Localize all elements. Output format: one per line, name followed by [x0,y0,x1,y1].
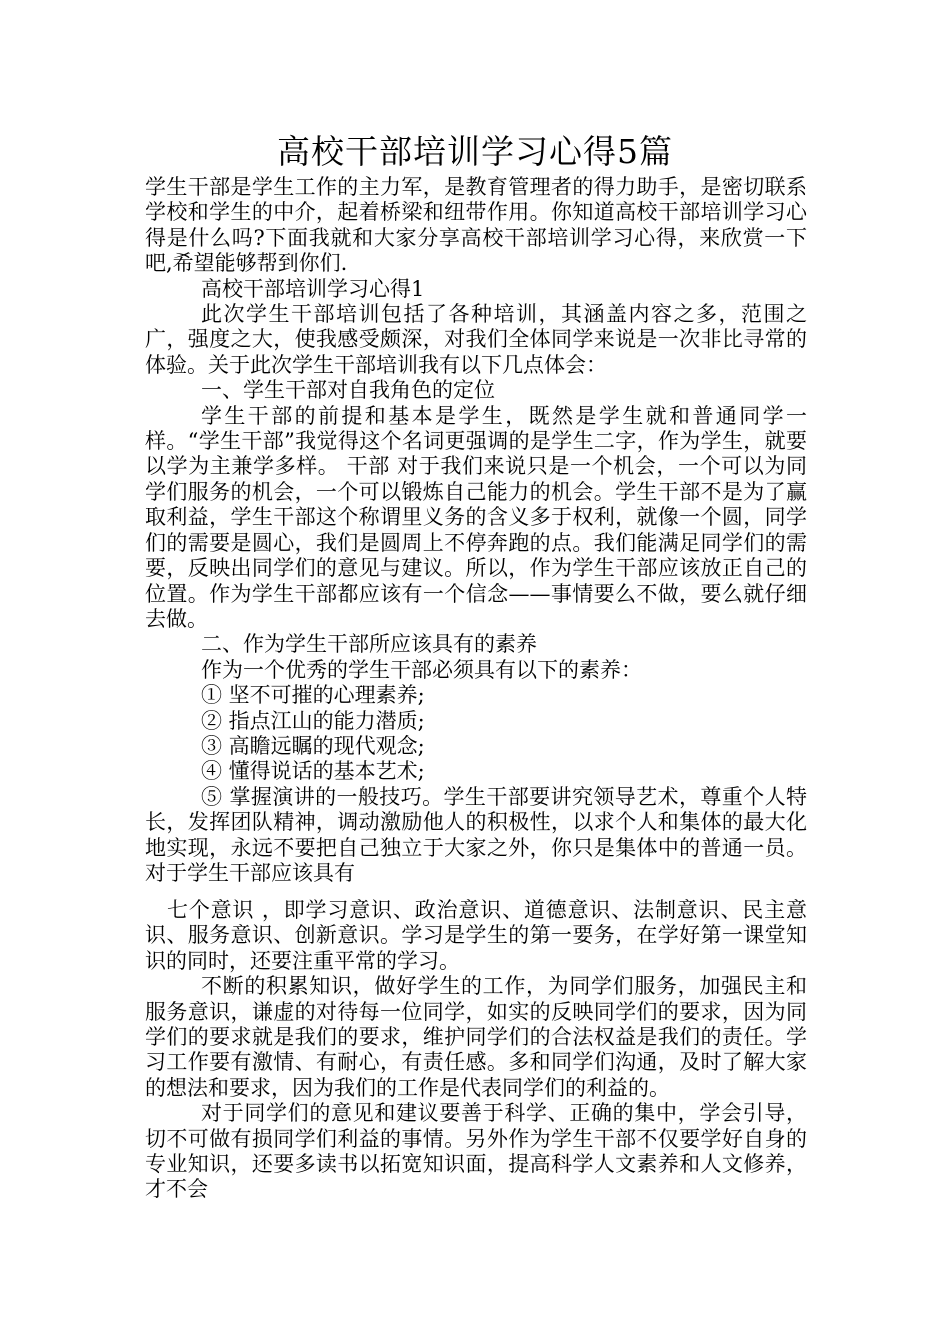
body-paragraph: 不断的积累知识，做好学生的工作，为同学们服务，加强民主和服务意识，谦虚的对待每一位同学，如实的反映同学们的要求，因为同学们的要求就是我们的要求，维护同学们的合法权益是我们的责任。学习工作要有激情、有耐心，有责任感。多和同学们沟通，及时了解大家的想法和要求，因为我们的工作是代表同学们的利益的。 [145,974,807,1100]
list-item: ③ 高瞻远瞩的现代观念; [201,733,425,758]
body-paragraph: 七个意识 ，即学习意识、政治意识、道德意识、法制意识、民主意识、服务意识、创新意识。学习是学生的第一要务，在学好第一课堂知识的同时，还要注重平常的学习。 [145,898,807,973]
list-item: ② 指点江山的能力潜质; [201,708,425,733]
section-subtitle: 高校干部培训学习心得1 [201,276,425,301]
list-item: ④ 懂得说话的基本艺术; [201,759,425,784]
body-paragraph: 对于同学们的意见和建议要善于科学、正确的集中，学会引导，切不可做有损同学们利益的事情。另外作为学生干部不仅要学好自身的专业知识，还要多读书以拓宽知识面，提高科学人文素养和人文修养，才不会 [145,1101,807,1202]
section-heading: 二、作为学生干部所应该具有的素养 [201,632,537,657]
document-body-part-2 [145,898,807,1203]
body-paragraph: 作为一个优秀的学生干部必须具有以下的素养： [201,657,642,682]
body-paragraph: 学生干部的前提和基本是学生，既然是学生就和普通同学一样。“学生干部”我觉得这个名词更强调的是学生二字，作为学生，就要以学为主兼学多样。 干部 对于我们来说只是一个机会，一个可以为同学们服务的机会，一个可以锻炼自己能力的机会。学生干部不是为了赢取利益，学生干部这个称谓里义务的含义多于权利，就像一个圆，同学们的需要是圆心，我们是圆周上不停奔跑的点。我们能满足同学们的需要，反映出同学们的意见与建议。所以，作为学生干部应该放正自己的位置。作为学生干部都应该有一个信念——事情要么不做，要么就仔细去做。 [145,403,807,631]
section-heading: 一、学生干部对自我角色的定位 [201,378,495,403]
body-paragraph: 此次学生干部培训包括了各种培训，其涵盖内容之多，范围之广，强度之大，使我感受颇深，对我们全体同学来说是一次非比寻常的体验。关于此次学生干部培训我有以下几点体会： [145,302,807,377]
document-body-part-1 [145,175,807,886]
document-title: 高校干部培训学习心得5篇 [277,132,673,171]
list-item: ① 坚不可摧的心理素养; [201,683,425,708]
intro-paragraph: 学生干部是学生工作的主力军，是教育管理者的得力助手，是密切联系学校和学生的中介，起着桥梁和纽带作用。你知道高校干部培训学习心得是什么吗?下面我就和大家分享高校干部培训学习心得，来欣赏一下吧,希望能够帮到你们. [145,175,807,276]
list-item: ⑤ 掌握演讲的一般技巧。学生干部要讲究领导艺术，尊重个人特长，发挥团队精神，调动激励他人的积极性，以求个人和集体的最大化地实现，永远不要把自己独立于大家之外，你只是集体中的普通一员。对于学生干部应该具有 [145,784,807,885]
